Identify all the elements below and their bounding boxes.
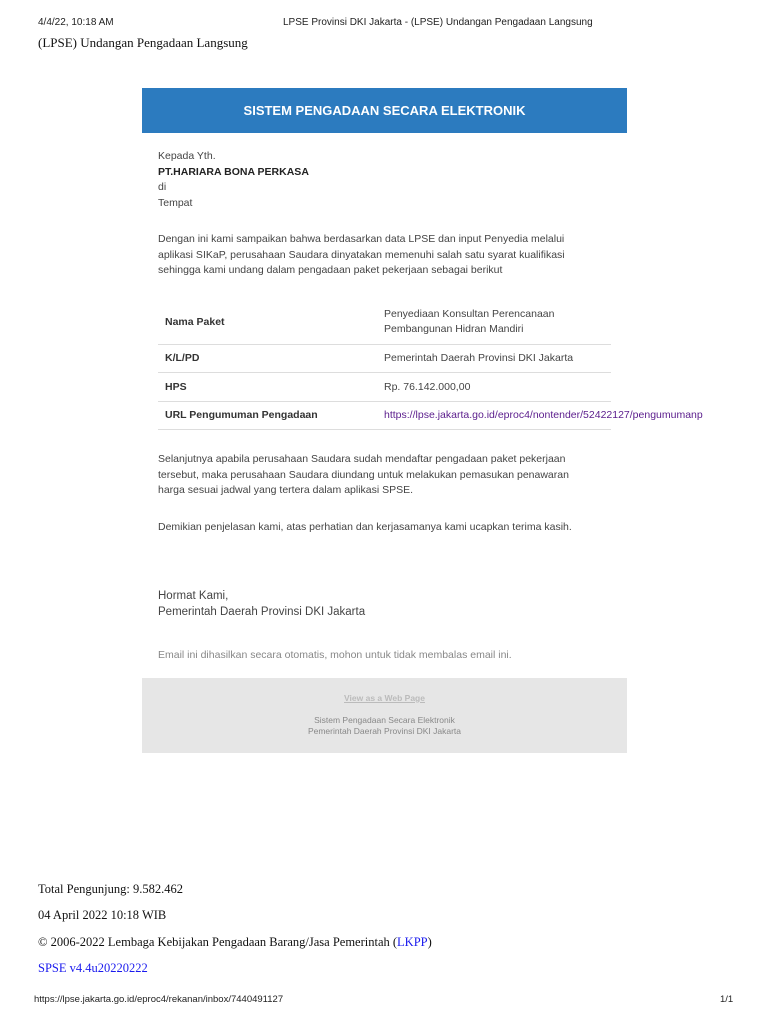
footer-lines (142, 715, 627, 737)
email-footer (142, 678, 627, 753)
intro-line: sehingga kami undang dalam pengadaan paket pekerjaan sebagai berikut (158, 264, 503, 276)
hps-value: Rp. 76.142.000,00 (377, 372, 611, 401)
greeting-tempat: Tempat (158, 196, 193, 209)
footer-line: Pemerintah Daerah Provinsi DKI Jakarta (307, 726, 462, 736)
lkpp-link[interactable]: LKPP (397, 935, 428, 949)
klpd-label: K/L/PD (158, 344, 377, 372)
closing-line: tersebut, maka perusahaan Saudara diundang untuk melakukan pemasukan penawaran (158, 468, 569, 481)
greeting-line: Kepada Yth. (158, 150, 216, 162)
package-info-table (158, 300, 703, 430)
copyright-text: © 2006-2022 Lembaga Kebijakan Pengadaan Barang/Jasa Pemerintah ( (38, 935, 398, 949)
copyright-close: ) (427, 935, 432, 949)
recipient-name: PT.HARIARA BONA PERKASA (158, 165, 309, 178)
table-row (158, 401, 611, 429)
nama-paket-line: Penyediaan Konsultan Perencanaan (384, 307, 555, 320)
visitor-count: Total Pengunjung: 9.582.462 (38, 882, 183, 896)
closing-paragraph (158, 452, 569, 499)
nama-paket-value (377, 300, 611, 344)
copyright (38, 935, 432, 950)
intro-paragraph (158, 232, 565, 279)
url-label: URL Pengumuman Pengadaan (158, 401, 377, 429)
signature-salutation: Hormat Kami, (158, 590, 229, 602)
spse-version-link[interactable]: SPSE v4.4u20220222 (38, 961, 148, 975)
footer-line: Sistem Pengadaan Secara Elektronik (314, 715, 455, 725)
email-banner: SISTEM PENGADAAN SECARA ELEKTRONIK (142, 88, 627, 133)
print-page-number: 1/1 (720, 994, 734, 1005)
print-datetime: 4/4/22, 10:18 AM (38, 17, 114, 28)
signature-org: Pemerintah Daerah Provinsi DKI Jakarta (158, 606, 366, 618)
nama-paket-line: Pembangunan Hidran Mandiri (384, 322, 524, 335)
announcement-link[interactable]: https://lpse.jakarta.go.id/eproc4/nontender/52422127/pengumumanp (384, 409, 703, 421)
table-row (158, 300, 611, 344)
view-web-page-link[interactable]: View as a Web Page (344, 693, 425, 703)
intro-line: Dengan ini kami sampaikan bahwa berdasarkan data LPSE dan input Penyedia melalui (158, 233, 565, 245)
greeting-block (158, 149, 309, 211)
signature-block (158, 588, 365, 620)
table-row (158, 344, 611, 372)
klpd-value: Pemerintah Daerah Provinsi DKI Jakarta (377, 344, 611, 372)
document-title: (LPSE) Undangan Pengadaan Langsung (38, 35, 248, 50)
nama-paket-label: Nama Paket (158, 300, 377, 344)
table-row (158, 372, 611, 401)
greeting-di: di (158, 181, 167, 193)
closing-line: Selanjutnya apabila perusahaan Saudara sudah mendaftar pengadaan paket pekerjaan (158, 453, 566, 465)
url-cell (377, 401, 703, 429)
intro-line: aplikasi SIKaP, perusahaan Saudara dinyatakan memenuhi salah satu syarat kualifikasi (158, 248, 565, 261)
print-url: https://lpse.jakarta.go.id/eproc4/rekanan/inbox/7440491127 (34, 994, 284, 1005)
page-date: 04 April 2022 10:18 WIB (38, 908, 167, 922)
closing-line: harga sesuai jadwal yang tertera dalam aplikasi SPSE. (158, 484, 414, 496)
auto-email-note: Email ini dihasilkan secara otomatis, mohon untuk tidak membalas email ini. (158, 649, 512, 661)
print-title: LPSE Provinsi DKI Jakarta - (LPSE) Undangan Pengadaan Langsung (283, 17, 593, 28)
hps-label: HPS (158, 372, 377, 401)
thanks-text: Demikian penjelasan kami, atas perhatian dan kerjasamanya kami ucapkan terima kasih. (158, 521, 572, 533)
